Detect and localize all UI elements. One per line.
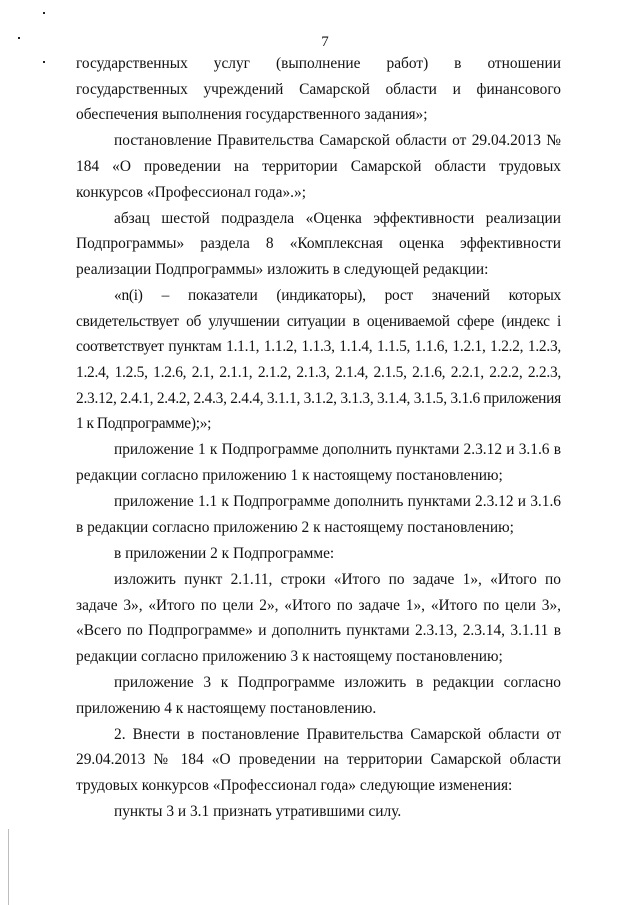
scan-speck — [43, 12, 45, 14]
paragraph: в приложении 2 к Подпрограмме: — [114, 544, 335, 562]
paragraph: приложение 3 к Подпрограмме изложить в редакции согласно приложению 4 к настоящему постановлению. — [76, 674, 561, 717]
paragraph: «n(i) – показатели (индикаторы), рост значений которых свидетельствует об улучшении ситуации в оцениваемой сфере (индекс i соответствует пунктам 1.1.1, 1.1.2, 1.1.3, 1.1.4, 1.1.5, 1.1.6, 1.2.1, 1.2.2, 1.2.3, 1.2.4, 1.2.5, 1.2.6, 2.1, 2.1.1, 2.1.2, 2.1.3, 2.1.4, 2.1.5, 2.1.6, 2.2.1, 2.2.2, 2.2.3, 2.3.12, 2.4.1, 2.4.2, 2.4.3, 2.4.4, 3.1.1, 3.1.2, 3.1.3, 3.1.4, 3.1.5, 3.1.6 приложения 1 к Подпрограмме);»; — [76, 287, 561, 433]
paragraph: постановление Правительства Самарской области от 29.04.2013 № 184 «О проведении на территории Самарской области трудовых конкурсов «Профессионал года».»; — [76, 132, 561, 201]
paragraph: пункты 3 и 3.1 признать утратившими силу. — [114, 803, 402, 821]
paragraph: абзац шестой подраздела «Оценка эффективности реализации Подпрограммы» раздела 8 «Комплексная оценка эффективности реализации Подпрограммы» изложить в следующей редакции: — [76, 209, 561, 278]
document-body — [76, 51, 561, 825]
page-number: 7 — [321, 34, 329, 50]
paragraph: 2. Внести в постановление Правительства Самарской области от 29.04.2013 № 184 «О проведении на территории Самарской области трудовых конкурсов «Профессионал года» следующие изменения: — [76, 725, 561, 794]
paragraph: приложение 1.1 к Подпрограмме дополнить пунктами 2.3.12 и 3.1.6 в редакции согласно приложению 2 к настоящему постановлению; — [76, 493, 561, 536]
scan-edge-line — [8, 829, 9, 905]
paragraph: государственных услуг (выполнение работ) в отношении государственных учреждений Самарской области и финансового обеспечения выполнения государственного задания»; — [76, 55, 561, 124]
paragraph: приложение 1 к Подпрограмме дополнить пунктами 2.3.12 и 3.1.6 в редакции согласно приложению 1 к настоящему постановлению; — [76, 441, 561, 484]
scan-speck — [43, 61, 45, 63]
paragraph: изложить пункт 2.1.11, строки «Итого по задаче 1», «Итого по задаче 3», «Итого по цели 2», «Итого по задаче 1», «Итого по цели 3», «Всего по Подпрограмме» и дополнить пунктами 2.3.13, 2.3.14, 3.1.11 в редакции согласно приложению 3 к настоящему постановлению; — [76, 571, 561, 665]
